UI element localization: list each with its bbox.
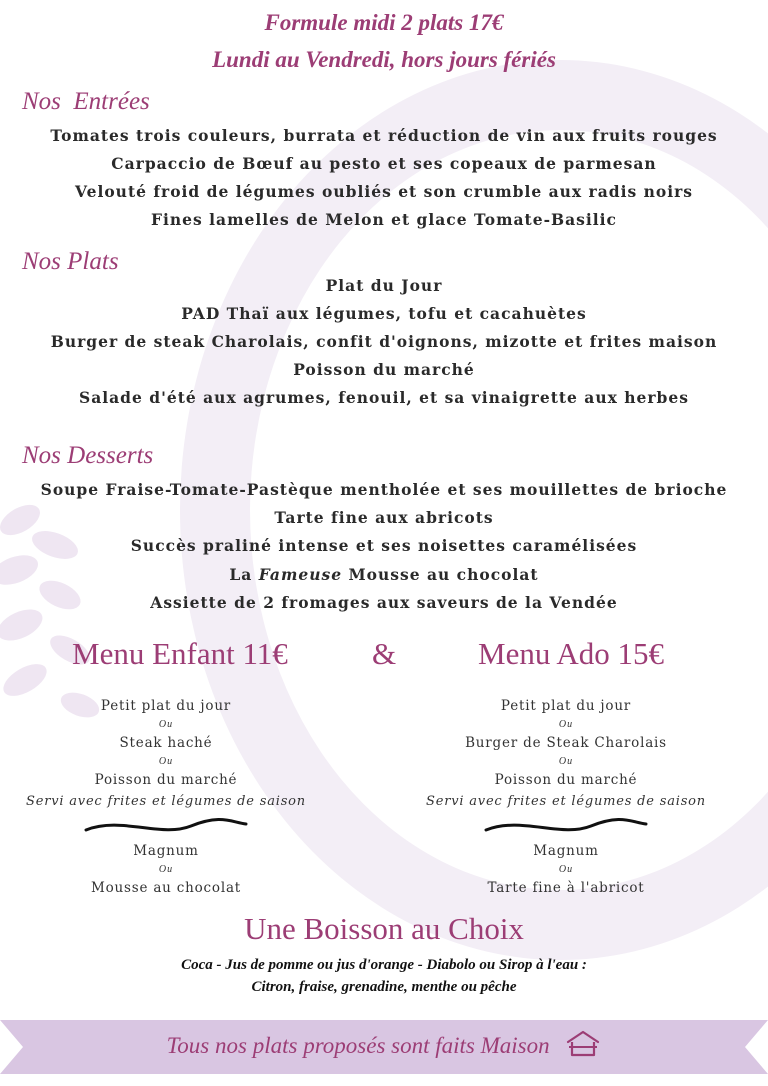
dessert-item: Assiette de 2 fromages aux saveurs de la Vendée [150,593,618,612]
menu-item: Tarte fine à l'abricot [487,880,645,896]
plat-item: PAD Thaï aux légumes, tofu et cacahuètes [181,304,587,323]
plat-item: Poisson du marché [293,360,475,379]
or-separator: Ou [158,864,174,875]
menu-item: Steak haché [119,735,213,751]
formula-title: Formule midi 2 plats 17€ [264,10,504,35]
entree-item: Velouté froid de légumes oubliés et son crumble aux radis noirs [74,182,694,201]
menu-note: Servi avec frites et légumes de saison [26,794,306,809]
menu-item: Poisson du marché [494,772,638,788]
menu-item: Petit plat du jour [100,698,232,714]
ampersand: & [372,636,397,671]
boisson-line: Coca - Jus de pomme ou jus d'orange - Diabolo ou Sirop à l'eau : [181,957,587,973]
menu-item: Magnum [133,843,199,859]
or-separator: Ou [558,864,574,875]
menu-ado-title: Menu Ado 15€ [478,636,664,671]
menu-enfant-title: Menu Enfant 11€ [72,636,288,671]
plat-item: Salade d'été aux agrumes, fenouil, et sa vinaigrette aux herbes [79,388,689,407]
wave-divider [1,814,331,842]
formula-subtitle: Lundi au Vendredi, hors jours fériés [212,47,556,72]
menu-item: Mousse au chocolat [90,880,242,896]
fameuse-suffix: Mousse au chocolat [342,565,539,584]
or-separator: Ou [558,756,574,767]
menu-enfant-list [1,697,331,898]
menu-ado-list [401,697,731,898]
entree-item: Carpaccio de Bœuf au pesto et ses copeaux de parmesan [111,154,657,173]
menu-item: Magnum [533,843,599,859]
plat-item: Plat du Jour [325,276,443,295]
fameuse-prefix: La [229,565,259,584]
entree-item: Tomates trois couleurs, burrata et réduction de vin aux fruits rouges [50,126,718,145]
menu-item: Poisson du marché [94,772,238,788]
boisson-title: Une Boisson au Choix [244,911,524,946]
section-title-desserts: Nos Desserts [22,442,154,469]
footer-text [0,1030,768,1059]
section-title-plats: Nos Plats [22,248,119,275]
dessert-item: Tarte fine aux abricots [274,508,494,527]
or-separator: Ou [158,756,174,767]
fameuse-word: Fameuse [258,565,343,584]
section-title-entrees: Nos Entrées [22,88,150,115]
entree-item: Fines lamelles de Melon et glace Tomate-Basilic [151,210,617,229]
dessert-item-fameuse [0,565,768,584]
house-icon [565,1030,601,1058]
or-separator: Ou [558,719,574,730]
plat-item: Burger de steak Charolais, confit d'oignons, mizotte et frites maison [50,332,718,351]
wave-divider-icon [81,814,251,842]
menu-item: Burger de Steak Charolais [465,735,667,751]
menu-note: Servi avec frites et légumes de saison [426,794,706,809]
dessert-item: Succès praliné intense et ses noisettes caramélisées [130,536,638,555]
wave-divider-icon [481,814,651,842]
wave-divider [401,814,731,842]
menu-item: Petit plat du jour [500,698,632,714]
dessert-item: Soupe Fraise-Tomate-Pastèque mentholée et ses mouillettes de brioche [40,480,728,499]
or-separator: Ou [158,719,174,730]
boisson-line: Citron, fraise, grenadine, menthe ou pêche [251,979,517,995]
footer-label: Tous nos plats proposés sont faits Maison [166,1033,550,1058]
